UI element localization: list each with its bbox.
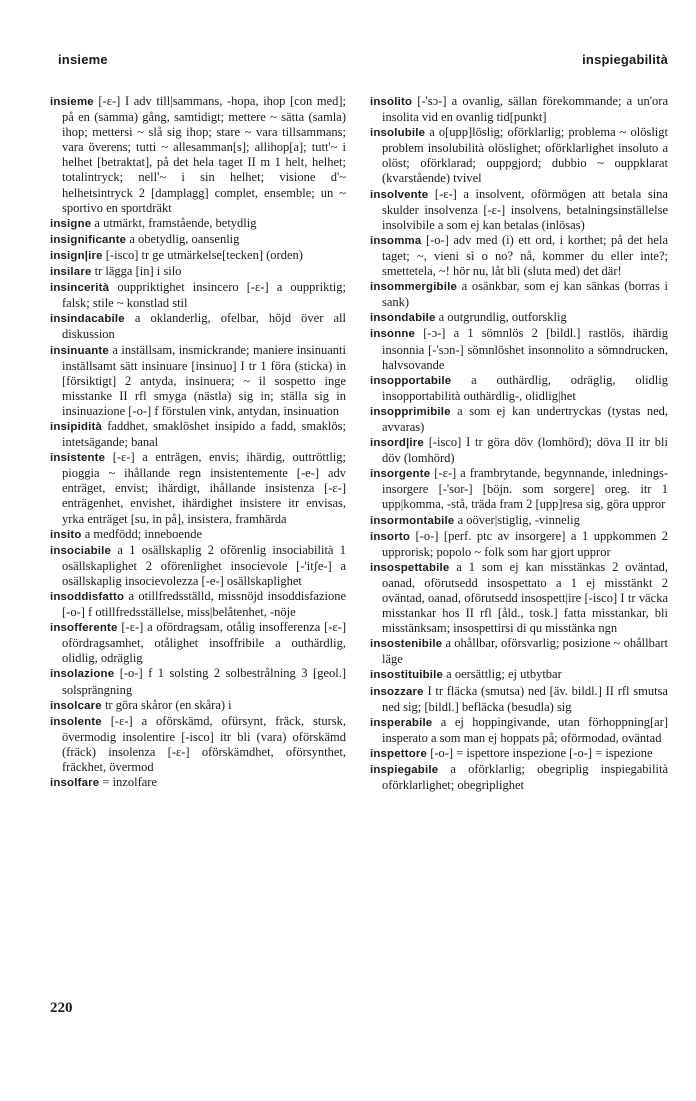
entry-headword: insomma (370, 234, 422, 247)
entry-headword: inspettore (370, 747, 428, 760)
entry-definition: tr göra skåror (en skåra) i (101, 697, 232, 712)
entry-headword: insolcare (50, 699, 102, 712)
dictionary-entry (50, 232, 346, 248)
entry-headword: insolito (370, 96, 413, 108)
dictionary-entry (50, 264, 346, 280)
entry-definition: [-'sɔ-] a ovanlig, sällan förekommande; a un'ora insolita vid en ovanlig tid[punkt] (382, 94, 668, 125)
entry-headword: insofferente (50, 622, 118, 635)
dictionary-entry (370, 762, 668, 793)
entry-headword: insolubile (370, 127, 426, 140)
entry-headword: inspiegabile (370, 764, 439, 777)
dictionary-entry (370, 715, 668, 746)
dictionary-entry (370, 636, 668, 667)
dictionary-entry (50, 280, 346, 311)
dictionary-entry (370, 326, 668, 372)
dictionary-entry (50, 775, 346, 791)
dictionary-entry (50, 419, 346, 450)
entry-headword: insopportabile (370, 374, 452, 387)
dictionary-entry (370, 435, 668, 466)
dictionary-entry (370, 404, 668, 435)
entry-headword: insipidità (50, 420, 102, 433)
entry-definition: a ej hoppingivande, utan förhoppning[ar] insperato a som man ej hoppats på; oförmodad, oväntad (382, 714, 668, 745)
entry-headword: insostituibile (370, 669, 444, 682)
entry-headword: insorto (370, 530, 410, 543)
entry-headword: insondabile (370, 312, 436, 325)
entry-headword: insito (50, 528, 82, 541)
dictionary-entry (370, 684, 668, 715)
dictionary-entry (370, 310, 668, 326)
left-column (50, 94, 346, 791)
dictionary-entry (370, 529, 668, 560)
right-column (370, 94, 668, 793)
entry-definition: a outhärdlig, odräglig, olidlig insopportabilità outhärdlig-, olidlig|het (382, 372, 668, 403)
entry-definition: [-o-] [perf. ptc av insorgere] a 1 uppkommen 2 upprorisk; popolo ~ folk som har gjort uppror (382, 528, 668, 559)
entry-headword: insigne (50, 217, 92, 230)
entry-definition: a obetydlig, oansenlig (126, 231, 240, 246)
entry-definition: a som ej kan undertryckas (tystas ned, avvaras) (382, 403, 668, 434)
dictionary-entry (370, 513, 668, 529)
entry-definition: [-ɛ-] a frambrytande, begynnande, inlednings- insorgere [-'sor-] [böjn. som sorgere] oreg. itr 1 upp|komma, -stå, träda fram 2 [upp]resa sig, göra uppror (382, 466, 668, 512)
dictionary-entry (50, 543, 346, 589)
entry-definition: a 1 som ej kan misstänkas 2 oväntad, oanad, oförutsedd insospettato a 1 ej misstänkt 2 oväntad, oanad, oförutsedd insospett|ire [-isco] I tr väcka misstankar hos II rfl [åld., tosk.] fatta misstankar, bli misstänksam; insospettirsi di qu misstänka ngn (382, 559, 668, 636)
entry-headword: insignificante (50, 233, 127, 246)
entry-definition: a 1 osällskaplig 2 oförenlig insociabilità 1 osällskaplighet 2 oförenlighet insocievole [-'itʃe-] a osällskaplig insocievolezza [-e-] osällskaplighet (62, 542, 346, 588)
dictionary-entry (50, 94, 346, 216)
entry-definition: [-ɛ-] a ofördragsam, otålig insofferenza [-ɛ-] ofördragsamhet, otålighet insoffribile a outhärdlig, olidlig, odräglig (62, 620, 346, 666)
entry-headword: insincerità (50, 282, 110, 295)
entry-headword: insorgente (370, 468, 431, 481)
dictionary-entry (50, 698, 346, 714)
entry-headword: insociabile (50, 544, 112, 557)
dictionary-entry (370, 667, 668, 683)
entry-definition: a oklanderlig, ofelbar, höjd över all diskussion (62, 311, 346, 342)
entry-headword: insieme (50, 96, 94, 108)
entry-headword: insperabile (370, 716, 433, 729)
dictionary-entry (370, 125, 668, 186)
header-first-word: insieme (58, 52, 108, 67)
dictionary-entry (370, 187, 668, 233)
entry-definition: [-ɔ-] a 1 sömnlös 2 [bildl.] rastlös, ihärdig insonnia [-'sɔn-] sömnlöshet insonnolito a sömndrucken, halvsovande (382, 326, 668, 372)
entry-definition: a oförklarlig; obegriplig inspiegabilità oförklarlighet; obegriplighet (382, 762, 668, 793)
entry-headword: insormontabile (370, 514, 455, 527)
dictionary-entry (50, 527, 346, 543)
entry-definition: a medfödd; inneboende (81, 526, 203, 541)
entry-definition: a outgrundlig, outforsklig (435, 310, 567, 325)
dictionary-entry (50, 248, 346, 264)
dictionary-entry (50, 620, 346, 666)
dictionary-entry (50, 311, 346, 342)
entry-headword: insommergibile (370, 281, 457, 294)
dictionary-entry (370, 94, 668, 125)
dictionary-entry (370, 746, 668, 762)
entry-headword: insozzare (370, 685, 424, 698)
entry-definition: [-o-] = ispettore inspezione [-o-] = ispezione (427, 745, 653, 760)
entry-definition: [-isco] I tr göra döv (lomhörd); döva II itr bli döv (lomhörd) (382, 435, 668, 466)
entry-definition: [-isco] tr ge utmärkelse[tecken] (orden) (102, 247, 303, 262)
entry-definition: [-ɛ-] a oförskämd, ofürsynt, fräck, stursk, övermodig insolentire [-isco] itr bli (vara) oförskämd (fräck) insolenza [-ɛ-] oförskämdhet, oförsynthet, fräckhet, övermod (62, 713, 346, 775)
entry-headword: insindacabile (50, 313, 125, 326)
entry-headword: insord|ire (370, 437, 424, 450)
entry-headword: insinuante (50, 344, 109, 357)
dictionary-entry (370, 233, 668, 279)
dictionary-entry (50, 343, 346, 419)
entry-headword: insolvente (370, 188, 429, 201)
dictionary-entry (50, 450, 346, 526)
page-number: 220 (50, 1000, 73, 1016)
entry-headword: insolazione (50, 668, 115, 681)
entry-definition: a oersättlig; ej utbytbar (443, 667, 562, 682)
header-last-word: inspiegabilità (582, 52, 668, 67)
entry-definition: [-o-] adv med (i) ett ord, i korthet; på det hela taget; ~, vieni sì o no? nå, kommer du eller inte?; smettetela, ~! hör nu, låt bli (sluta med) det där! (382, 232, 668, 279)
entry-definition: a ohållbar, oförsvarlig; posizione ~ ohållbart läge (382, 636, 668, 667)
dictionary-entry (370, 279, 668, 310)
entry-headword: insospettabile (370, 561, 450, 574)
entry-definition: a oöver|stiglig, -vinnelig (454, 512, 580, 527)
dictionary-entry (50, 714, 346, 775)
entry-headword: insonne (370, 328, 416, 341)
entry-definition: tr lägga [in] i silo (91, 264, 182, 279)
entry-headword: insilare (50, 266, 92, 279)
entry-definition: a utmärkt, framstående, betydlig (91, 215, 257, 230)
dictionary-entry (370, 560, 668, 636)
entry-definition: ouppriktighet insincero [-ɛ-] a ouppriktig; falsk; stile ~ konstlad stil (62, 280, 346, 311)
dictionary-entry (370, 373, 668, 404)
entry-headword: insopprimibile (370, 405, 451, 418)
entry-definition: [-ɛ-] a enträgen, envis; ihärdig, outtröttlig; pioggia ~ ihållande regn insistentemente [-e-] adv enträget, envist; ihärdigt, ihållande insistenza [-ɛ-] enträgenhet, envishet, ihärdighet insistere itr envisas, yrka enträget [su, in på], insistera, framhärda (62, 450, 346, 526)
entry-headword: insistente (50, 452, 106, 465)
entry-definition: faddhet, smaklöshet insipido a fadd, smaklös; intetsägande; banal (62, 418, 346, 450)
entry-definition: [-ɛ-] I adv till|sammans, -hopa, ihop [con med]; på en (samma) gång, samtidigt; mettere ~ sätta (samla) ihop; mettersi ~ slå sig ihop; stare ~ vara tillsammans; vara överens; tutti ~ allesamman[s]; allihop[a]; tutt'~ i helhet [betraktat], på det hela taget II m 1 helt, helhet; totalintryck; nell'~ i sin helhet; visione d'~ helhetsintryck 2 [damplagg] complet, ensemble; un ~ sportivo en sportdräkt (62, 94, 346, 215)
entry-definition: I tr fläcka (smutsa) ned [äv. bildl.] II rfl smutsa ned sig; [bildl.] befläcka (besudla) sig (382, 683, 668, 714)
entry-definition: a osänkbar, som ej kan sänkas (borras i sank) (382, 279, 668, 310)
entry-headword: insoddisfatto (50, 591, 125, 603)
entry-definition: [-o-] f 1 solsting 2 solbestrålning 3 [geol.] solsprängning (62, 666, 346, 697)
entry-headword: insign|ire (50, 249, 103, 262)
dictionary-entry (50, 216, 346, 232)
entry-definition: = inzolfare (99, 775, 157, 790)
dictionary-entry (370, 466, 668, 512)
entry-headword: insolfare (50, 777, 100, 790)
entry-headword: insolente (50, 715, 102, 728)
entry-definition: a o[upp]löslig; oförklarlig; problema ~ olösligt problem insolubilità olöslighet; oförklarlighet insoluto a olöst; oförklarad; ouppgjord; dubbio ~ ouppklarat (kvarstående) tvivel (382, 125, 668, 186)
dictionary-entry (50, 666, 346, 697)
dictionary-entry (50, 589, 346, 620)
entry-definition: [-ɛ-] a insolvent, oförmögen att betala sina skulder insolvenza [-ɛ-] insolvens, betalningsinställelse insolvibile a som ej kan betalas (inlösas) (382, 186, 668, 232)
entry-definition: a inställsam, insmickrande; maniere insinuanti inställsamt sätt insinuare [insinuo] I tr 1 föra (sticka) in [försiktigt] 2 antyda, insinuera; ~ il sospetto inge misstanke II rfl smyga (nästla) sig in; ställa sig in insinuazione [-o-] f förstulen vink, antydan, insinuation (62, 342, 346, 418)
entry-headword: insostenibile (370, 638, 443, 651)
entry-definition: a otillfredsställd, missnöjd insoddisfazione [-o-] f otillfredsställelse, miss|belåtenhet, -nöje (62, 589, 346, 620)
